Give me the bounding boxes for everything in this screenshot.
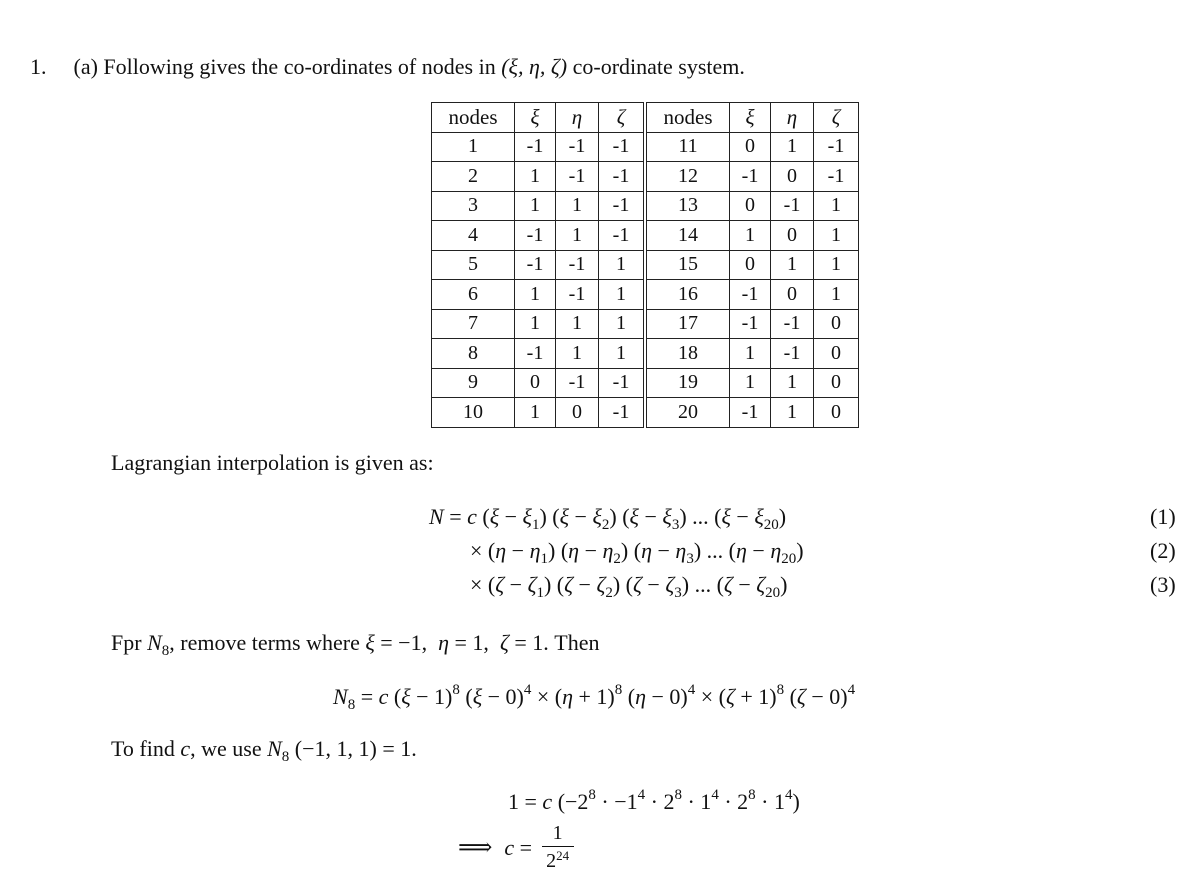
table-cell: -1 — [730, 309, 771, 339]
table-cell: 0 — [771, 221, 814, 251]
result-equation: ⟹ c = 1 $2^{24}$ — [458, 822, 574, 873]
table-cell: -1 — [599, 132, 646, 162]
table-row — [432, 339, 859, 369]
table-cell: 1 — [556, 339, 599, 369]
table-cell: 1 — [432, 132, 515, 162]
table-cell: 1 — [771, 132, 814, 162]
table-cell: -1 — [771, 339, 814, 369]
table-cell: 1 — [599, 309, 646, 339]
lagrange-line-3: × $(\zeta - \zeta_1)$ $(\zeta - \zeta_2)$ $(\zeta - \zeta_3)$ ... $(\zeta - \zeta_{20})$ — [470, 572, 788, 601]
table-cell: -1 — [515, 132, 556, 162]
table-row — [432, 368, 859, 398]
eq-number-2: (2) — [1150, 538, 1176, 563]
table-cell: -1 — [515, 339, 556, 369]
table-row — [432, 221, 859, 251]
table-cell: 1 — [599, 280, 646, 310]
table-cell: 13 — [645, 191, 730, 221]
table-header-cell: η — [771, 103, 814, 133]
table-cell: 16 — [645, 280, 730, 310]
table-row — [432, 398, 859, 428]
table-cell: 1 — [771, 398, 814, 428]
table-cell: -1 — [599, 162, 646, 192]
table-row — [432, 162, 859, 192]
table-cell: 1 — [515, 162, 556, 192]
table-cell: -1 — [599, 221, 646, 251]
table-cell: -1 — [599, 191, 646, 221]
implies-symbol: ⟹ — [458, 835, 493, 861]
table-cell: -1 — [515, 221, 556, 251]
node-coordinates-table — [431, 102, 859, 428]
n8-text-end: Then — [554, 630, 600, 655]
table-cell: 14 — [645, 221, 730, 251]
table-row — [432, 132, 859, 162]
table-cell: 0 — [730, 250, 771, 280]
table-cell: -1 — [556, 280, 599, 310]
table-cell: 12 — [645, 162, 730, 192]
coord-system: (ξ, η, ζ) — [501, 54, 568, 79]
table-cell: -1 — [771, 309, 814, 339]
table-cell: -1 — [730, 398, 771, 428]
table-cell: 1 — [814, 221, 859, 251]
table-cell: 1 — [515, 280, 556, 310]
table-cell: 7 — [432, 309, 515, 339]
problem-intro-end: co-ordinate system. — [572, 54, 745, 79]
table-cell: 1 — [771, 250, 814, 280]
table-cell: 1 — [556, 309, 599, 339]
table-cell: -1 — [771, 191, 814, 221]
table-row — [432, 191, 859, 221]
table-row — [432, 280, 859, 310]
table-cell: -1 — [556, 132, 599, 162]
problem-intro: Following gives the co-ordinates of nodes in — [103, 54, 496, 79]
find-c-text: To find — [111, 736, 175, 761]
table-cell: 1 — [730, 339, 771, 369]
table-header-cell: ζ — [814, 103, 859, 133]
table-cell: -1 — [599, 368, 646, 398]
table-header-cell: ζ — [599, 103, 646, 133]
table-cell: 18 — [645, 339, 730, 369]
table-cell: 1 — [515, 398, 556, 428]
table-header-cell: nodes — [645, 103, 730, 133]
table-header-cell: nodes — [432, 103, 515, 133]
table-row — [432, 250, 859, 280]
table-cell: 20 — [645, 398, 730, 428]
problem-number: 1. — [30, 54, 47, 79]
fraction — [542, 822, 574, 873]
node-table-wrapper — [431, 102, 859, 428]
table-cell: -1 — [730, 280, 771, 310]
table-cell: 11 — [645, 132, 730, 162]
problem-part: (a) — [73, 54, 98, 79]
table-cell: 1 — [599, 250, 646, 280]
table-cell: 4 — [432, 221, 515, 251]
table-cell: -1 — [730, 162, 771, 192]
table-cell: 17 — [645, 309, 730, 339]
table-cell: 1 — [814, 191, 859, 221]
table-cell: 1 — [515, 191, 556, 221]
table-cell: 1 — [814, 280, 859, 310]
table-cell: 6 — [432, 280, 515, 310]
table-cell: 0 — [771, 280, 814, 310]
table-cell: 1 — [771, 368, 814, 398]
table-cell: -1 — [556, 250, 599, 280]
table-cell: 1 — [730, 368, 771, 398]
lagrange-line-2: × $(\eta - \eta_1)$ $(\eta - \eta_2)$ $(\eta - \eta_3)$ ... $(\eta - \eta_{20})$ — [470, 538, 804, 567]
table-cell: -1 — [556, 368, 599, 398]
table-cell: 9 — [432, 368, 515, 398]
fraction-denominator: $2^{24}$ — [546, 848, 570, 872]
table-cell: 5 — [432, 250, 515, 280]
table-header-row — [432, 103, 859, 133]
table-cell: -1 — [814, 162, 859, 192]
lagrange-line-1: N = c $(\xi - \xi_1)$ $(\xi - \xi_2)$ $(\xi - \xi_3)$ ... $(\xi - \xi_{20})$ — [429, 504, 787, 533]
table-cell: 0 — [515, 368, 556, 398]
table-cell: 10 — [432, 398, 515, 428]
eq-number-1: (1) — [1150, 504, 1176, 529]
table-cell: 19 — [645, 368, 730, 398]
table-cell: 15 — [645, 250, 730, 280]
table-header-cell: ξ — [730, 103, 771, 133]
table-cell: 8 — [432, 339, 515, 369]
table-cell: -1 — [599, 398, 646, 428]
table-cell: -1 — [814, 132, 859, 162]
eq-number-3: (3) — [1150, 572, 1176, 597]
table-cell: 3 — [432, 191, 515, 221]
find-c-equation: 1 = c $(-2^8 \cdot -1^4 \cdot 2^8 \cdot 1^4 \cdot 2^8 \cdot 1^4)$ — [508, 787, 800, 814]
problem-header — [30, 54, 745, 80]
table-cell: 0 — [814, 368, 859, 398]
n8-paragraph: Fpr $N_8$, remove terms where ξ = −1, η = 1, ζ = 1. Then — [111, 630, 600, 659]
table-cell: 1 — [599, 339, 646, 369]
table-cell: -1 — [515, 250, 556, 280]
table-cell: 2 — [432, 162, 515, 192]
table-cell: 0 — [556, 398, 599, 428]
table-row — [432, 309, 859, 339]
n8-equation: $N_8 = c$ $(\xi - 1)^8$ $(\xi - 0)^4 \times (\eta + 1)^8$ $(\eta - 0)^4 \times (\zeta + 1)^8$ $(\zeta - 0)^4$ — [333, 682, 856, 713]
table-cell: 0 — [730, 132, 771, 162]
table-header-cell: ξ — [515, 103, 556, 133]
table-cell: 0 — [814, 398, 859, 428]
fraction-numerator: 1 — [552, 822, 563, 844]
table-header-cell: η — [556, 103, 599, 133]
table-cell: 0 — [730, 191, 771, 221]
table-cell: 1 — [556, 191, 599, 221]
find-c-paragraph: To find c, we use $N_8$ (−1, 1, 1) = 1. — [111, 736, 417, 765]
table-cell: 1 — [814, 250, 859, 280]
table-cell: 0 — [771, 162, 814, 192]
table-cell: -1 — [556, 162, 599, 192]
table-cell: 1 — [556, 221, 599, 251]
table-cell: 0 — [814, 339, 859, 369]
table-cell: 1 — [730, 221, 771, 251]
n8-text-mid: , remove terms where — [169, 630, 360, 655]
find-c-text-mid: , we use — [190, 736, 262, 761]
lagrange-intro: Lagrangian interpolation is given as: — [111, 450, 434, 475]
n8-text-prefix: Fpr — [111, 630, 142, 655]
table-cell: 0 — [814, 309, 859, 339]
table-cell: 1 — [515, 309, 556, 339]
